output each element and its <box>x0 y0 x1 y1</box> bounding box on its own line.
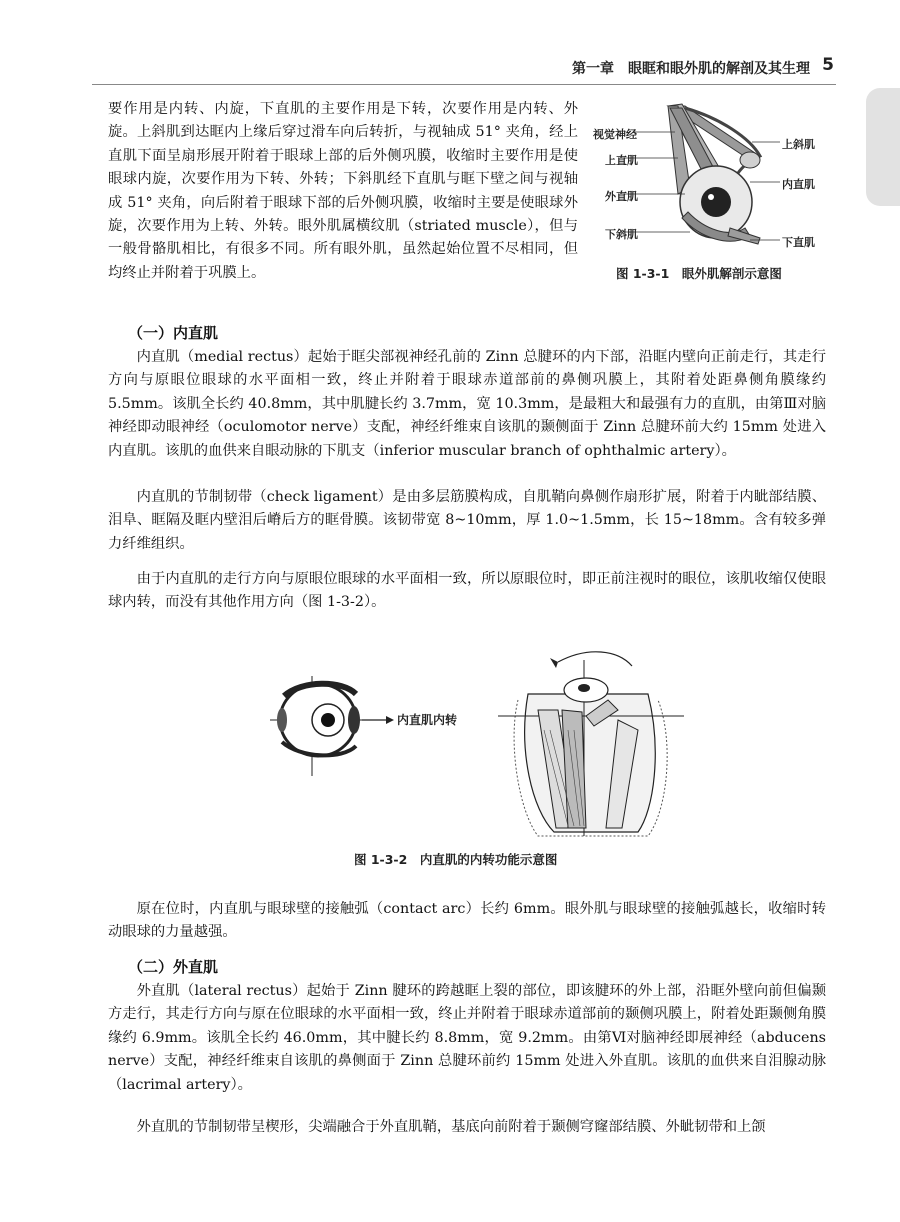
lateral-rectus-paragraph-2: 外直肌的节制韧带呈楔形，尖端融合于外直肌鞘，基底向前附着于颞侧穹窿部结膜、外眦韧带和上颌 <box>136 1119 766 1135</box>
eye-orbit-top-view-diagram <box>498 640 688 840</box>
page-header <box>0 0 900 86</box>
label-inferior-rectus: 下直肌 <box>782 236 815 249</box>
intro-paragraph: 要作用是内转、内旋，下直肌的主要作用是下转，次要作用是内转、外旋。上斜肌到达眶内上缘后穿过滑车向后转折，与视轴成 51° 夹角，经上直肌下面呈扇形展开附着于眼球上部的后外侧巩膜，收缩时主要作用是使眼球内旋，次要作用为下转、外转；下斜肌经下直肌与眶下壁之间与视轴成 51° 夹角，向后附着于眼球下部的后外侧巩膜，收缩时主要是使眼球外旋，次要作用为上转、外转。眼外肌属横纹肌（striated muscle），但与一般骨骼肌相比，有很多不同。所有眼外肌，虽然起始位置不尽相同，但均终止并附着于巩膜上。 <box>108 101 578 281</box>
label-superior-oblique: 上斜肌 <box>782 138 815 151</box>
chapter-side-tab <box>866 88 900 206</box>
medial-rectus-paragraph-3: 由于内直肌的走行方向与原眼位眼球的水平面相一致，所以原眼位时，即正前注视时的眼位，该肌收缩仅使眼球内转，而没有其他作用方向（图 1-3-2）。 <box>108 571 826 611</box>
label-lateral-rectus: 外直肌 <box>605 190 638 203</box>
label-medial-rectus: 内直肌 <box>782 178 815 191</box>
lateral-rectus-paragraph-1: 外直肌（lateral rectus）起始于 Zinn 腱环的跨越眶上裂的部位，即该腱环的外上部，沿眶外壁向前但偏颞方走行，其走行方向与原在位眼球的水平面相一致，终止并附着于眼球赤道部前的颞侧巩膜上，附着处距颞侧角膜缘约 6.9mm。该肌全长约 46.0mm，其中腱长约 8.8mm，宽 9.2mm。由第Ⅵ对脑神经即展神经（abducens nerve）支配，神经纤维束自该肌的鼻侧面于 Zinn 总腱环前约 15mm 处进入外直肌。该肌的血供来自泪腺动脉（lacrimal artery）。 <box>108 983 826 1093</box>
label-superior-rectus: 上直肌 <box>605 154 638 167</box>
adduction-arrow-label: 内直肌内转 <box>397 713 458 727</box>
medial-rectus-paragraph-2: 内直肌的节制韧带（check ligament）是由多层筋膜构成，自肌鞘向鼻侧作扇形扩展，附着于内眦部结膜、泪阜、眶隔及眶内壁泪后嵴后方的眶骨膜。该韧带宽 8~10mm，厚 1.0~1.5mm，长 15~18mm。含有较多弹力纤维组织。 <box>108 489 826 552</box>
header-rule <box>92 84 836 85</box>
figure-2-caption: 图 1-3-2 内直肌的内转功能示意图 <box>354 852 558 867</box>
medial-rectus-paragraph-1: 内直肌（medial rectus）起始于眶尖部视神经孔前的 Zinn 总腱环的内下部，沿眶内壁向正前走行，其走行方向与原眼位眼球的水平面相一致，终止并附着于眼球赤道部前的鼻侧巩膜上，其附着处距鼻侧角膜缘约 5.5mm。该肌全长约 40.8mm，其中肌腱长约 3.7mm，宽 10.3mm，是最粗大和最强有力的直肌，由第Ⅲ对脑神经即动眼神经（oculomotor nerve）支配，神经纤维束自该肌的颞侧面于 Zinn 总腱环前大约 15mm 处进入内直肌。该肌的血供来自眼动脉的下肌支（inferior muscular branch of ophthalmic artery）。 <box>108 349 826 459</box>
figure-1-caption: 图 1-3-1 眼外肌解剖示意图 <box>616 266 782 281</box>
contact-arc-paragraph: 原在位时，内直肌与眼球壁的接触弧（contact arc）长约 6mm。眼外肌与眼球壁的接触弧越长，收缩时转动眼球的力量越强。 <box>108 901 826 941</box>
page-number: 5 <box>822 55 834 75</box>
label-inferior-oblique: 下斜肌 <box>605 228 638 241</box>
chapter-title: 第一章 眼眶和眼外肌的解剖及其生理 <box>572 61 810 77</box>
label-optic-nerve: 视觉神经 <box>593 128 637 141</box>
section-heading-lateral-rectus: （二）外直肌 <box>128 958 219 976</box>
section-heading-medial-rectus: （一）内直肌 <box>128 324 219 342</box>
